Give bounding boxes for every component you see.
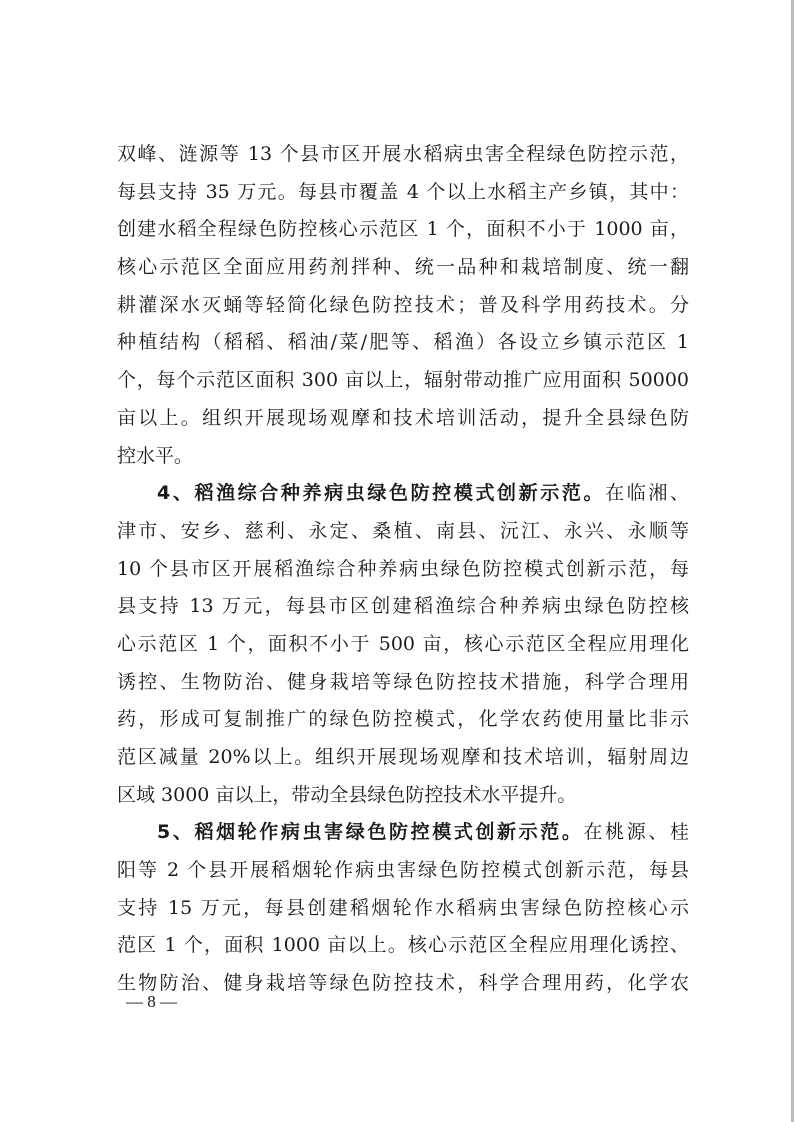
- text-line-16: 药，形成可复制推广的绿色防控模式，化学农药使用量比非示: [117, 708, 689, 731]
- text-line-2: 每县支持 35 万元。每县市覆盖 4 个以上水稻主产乡镇，其中：: [117, 180, 689, 203]
- section-5-heading: 5、稻烟轮作病虫害绿色防控模式创新示范。: [157, 821, 584, 844]
- text-line-22: 范区 1 个，面积 1000 亩以上。核心示范区全程应用理化诱控、: [117, 934, 689, 957]
- section-4-heading-line: 4、稻渔综合种养病虫绿色防控模式创新示范。在临湘、: [157, 482, 689, 505]
- section-4-heading: 4、稻渔综合种养病虫绿色防控模式创新示范。: [157, 482, 606, 505]
- text-line-17: 范区减量 20%以上。组织开展现场观摩和技术培训，辐射周边: [117, 746, 689, 768]
- text-line-5: 耕灌深水灭蛹等轻简化绿色防控技术；普及科学用药技术。分: [117, 293, 689, 316]
- text-line-15: 诱控、生物防治、健身栽培等绿色防控技术措施，科学合理用: [117, 670, 689, 693]
- text-line-4: 核心示范区全面应用药剂拌种、统一品种和栽培制度、统一翻: [117, 256, 689, 279]
- text-line-1: 双峰、涟源等 13 个县市区开展水稻病虫害全程绿色防控示范，: [117, 143, 689, 165]
- text-line-21: 支持 15 万元，每县创建稻烟轮作水稻病虫害绿色防控核心示: [117, 896, 689, 919]
- text-line-8: 亩以上。组织开展现场观摩和技术培训活动，提升全县绿色防: [117, 406, 689, 429]
- text-line-12: 10 个县市区开展稻渔综合种养病虫绿色防控模式创新示范，每: [117, 557, 689, 580]
- text-line-9: 控水平。: [117, 444, 194, 467]
- page-number: — 8 —: [126, 992, 177, 1011]
- document-body: [117, 136, 689, 1003]
- text-line-3: 创建水稻全程绿色防控核心示范区 1 个，面积不小于 1000 亩，: [117, 218, 689, 241]
- text-line-7: 个，每个示范区面积 300 亩以上，辐射带动推广应用面积 50000: [117, 369, 689, 392]
- text-line-6: 种植结构（稻稻、稻油/菜/肥等、稻渔）各设立乡镇示范区 1: [117, 331, 689, 354]
- text-line-18: 区域 3000 亩以上，带动全县绿色防控技术水平提升。: [117, 783, 577, 806]
- section-5-heading-line: 5、稻烟轮作病虫害绿色防控模式创新示范。在桃源、桂: [157, 821, 689, 844]
- text-line-13: 县支持 13 万元，每县市区创建稻渔综合种养病虫绿色防控核: [117, 595, 689, 618]
- text-line-11: 津市、安乡、慈利、永定、桑植、南县、沅江、永兴、永顺等: [117, 519, 689, 542]
- text-line-14: 心示范区 1 个，面积不小于 500 亩，核心示范区全程应用理化: [117, 632, 689, 655]
- text-line-20: 阳等 2 个县开展稻烟轮作病虫害绿色防控模式创新示范，每县: [117, 859, 689, 882]
- text-line-23: 生物防治、健身栽培等绿色防控技术，科学合理用药，化学农: [117, 972, 689, 995]
